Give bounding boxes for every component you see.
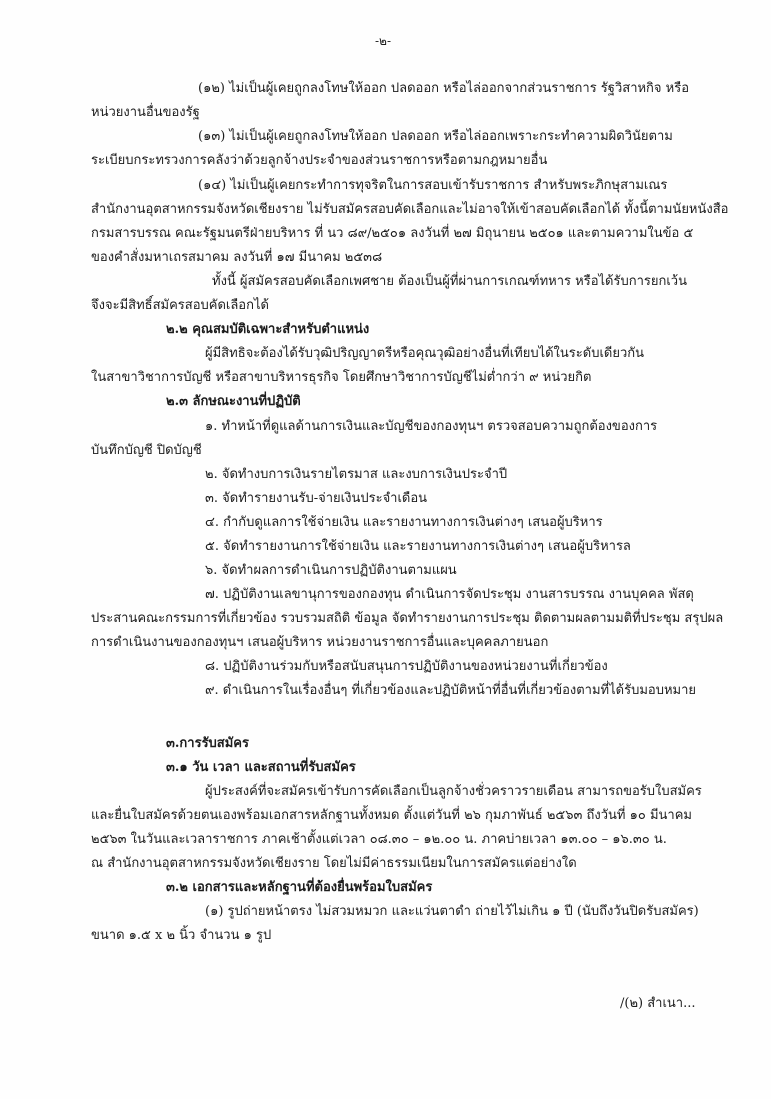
section-3-1-heading: ๓.๑ วัน เวลา และสถานที่รับสมัคร	[166, 760, 356, 775]
section-2-2-heading: ๒.๒ คุณสมบัติเฉพาะสำหรับตำแหน่ง	[166, 322, 370, 337]
section-3-2-line-1: (๑) รูปถ่ายหน้าตรง ไม่สวมหมวก และแว่นตาดำ ถ่ายไว้ไม่เกิน ๑ ปี (นับถึงวันปิดรับสมัคร)	[205, 904, 699, 919]
continuation-note: /(๒) สำเนา...	[620, 996, 696, 1011]
section-2-2-line-1: ผู้มีสิทธิจะต้องได้รับวุฒิปริญญาตรีหรือคุณวุฒิอย่างอื่นที่เทียบได้ในระดับเดียวกัน	[205, 346, 645, 361]
section-3-1-line-2: และยื่นใบสมัครด้วยตนเองพร้อมเอกสารหลักฐานทั้งหมด ตั้งแต่วันที่ ๒๖ กุมภาพันธ์ ๒๕๖๓ ถึงวันที่ ๑๐ มีนาคม	[91, 808, 692, 823]
duty-2: ๒. จัดทำงบการเงินรายไตรมาส และงบการเงินประจำปี	[205, 467, 508, 482]
duty-3: ๓. จัดทำรายงานรับ-จ่ายเงินประจำเดือน	[205, 491, 428, 506]
duty-9: ๙. ดำเนินการในเรื่องอื่นๆ ที่เกี่ยวข้องและปฏิบัติหน้าที่อื่นที่เกี่ยวข้องตามที่ได้รับมอบหมาย	[205, 683, 697, 698]
duty-1-line-1: ๑. ทำหน้าที่ดูแลด้านการเงินและบัญชีของกองทุนฯ ตรวจสอบความถูกต้องของการ	[205, 419, 658, 434]
page-number: -๒-	[375, 34, 392, 48]
section-3-1-line-3: ๒๕๖๓ ในวันและเวลาราชการ ภาคเช้าตั้งแต่เวลา ๐๘.๓๐ – ๑๒.๐๐ น. ภาคบ่ายเวลา ๑๓.๐๐ – ๑๖.๓๐ น.	[91, 832, 667, 847]
duty-4: ๔. กำกับดูแลการใช้จ่ายเงิน และรายงานทางการเงินต่างๆ เสนอผู้บริหาร	[205, 515, 603, 530]
section-3-1-line-1: ผู้ประสงค์ที่จะสมัครเข้ารับการคัดเลือกเป็นลูกจ้างชั่วคราวรายเดือน สามารถขอรับใบสมัคร	[205, 784, 702, 799]
qualification-12-line-1: (๑๒) ไม่เป็นผู้เคยถูกลงโทษให้ออก ปลดออก หรือไล่ออกจากส่วนราชการ รัฐวิสาหกิจ หรือ	[198, 81, 690, 96]
duty-5: ๕. จัดทำรายงานการใช้จ่ายเงิน และรายงานทางการเงินต่างๆ เสนอผู้บริหารล	[205, 539, 631, 554]
qualification-14-line-4: ของคำสั่งมหาเถรสมาคม ลงวันที่ ๑๗ มีนาคม ๒๕๓๘	[91, 250, 383, 265]
duty-6: ๖. จัดทำผลการดำเนินการปฏิบัติงานตามแผน	[205, 563, 457, 578]
duty-1-line-2: บันทึกบัญชี ปิดบัญชี	[91, 443, 202, 458]
section-3-2-line-2: ขนาด ๑.๕ x ๒ นิ้ว จำนวน ๑ รูป	[91, 928, 272, 943]
duty-7-line-1: ๗. ปฏิบัติงานเลขานุการของกองทุน ดำเนินการจัดประชุม งานสารบรรณ งานบุคคล พัสดุ	[205, 587, 694, 602]
section-2-3-heading: ๒.๓ ลักษณะงานที่ปฏิบัติ	[166, 394, 301, 409]
section-3-2-heading: ๓.๒ เอกสารและหลักฐานที่ต้องยื่นพร้อมใบสมัคร	[166, 880, 433, 895]
qualification-14-line-2: สำนักงานอุตสาหกรรมจังหวัดเชียงราย ไม่รับสมัครสอบคัดเลือกและไม่อาจให้เข้าสอบคัดเลือกได้ ทั้งนี้ตามนัยหนังสือ	[91, 202, 729, 217]
qualification-14-line-1: (๑๔) ไม่เป็นผู้เคยกระทำการทุจริตในการสอบเข้ารับราชการ สำหรับพระภิกษุสามเณร	[198, 178, 668, 193]
qualification-12-line-2: หน่วยงานอื่นของรัฐ	[91, 105, 200, 120]
qualification-14-line-3: กรมสารบรรณ คณะรัฐมนตรีฝ่ายบริหาร ที่ นว ๘๙/๒๕๐๑ ลงวันที่ ๒๗ มิถุนายน ๒๕๐๑ และตามความในข้อ ๕	[91, 226, 694, 241]
duty-7-line-3: การดำเนินงานของกองทุนฯ เสนอผู้บริหาร หน่วยงานราชการอื่นและบุคคลภายนอก	[91, 635, 549, 650]
duty-8: ๘. ปฏิบัติงานร่วมกับหรือสนับสนุนการปฏิบัติงานของหน่วยงานที่เกี่ยวข้อง	[205, 659, 608, 674]
qualification-13-line-1: (๑๓) ไม่เป็นผู้เคยถูกลงโทษให้ออก ปลดออก หรือไล่ออกเพราะกระทำความผิดวินัยตาม	[198, 129, 673, 144]
duty-7-line-2: ประสานคณะกรรมการที่เกี่ยวข้อง รวบรวมสถิติ ข้อมูล จัดทำรายงานการประชุม ติดตามผลตามมติที่ประชุม สรุปผล	[91, 611, 724, 626]
section-3-1-line-4: ณ สำนักงานอุตสาหกรรมจังหวัดเชียงราย โดยไม่มีค่าธรรมเนียมในการสมัครแต่อย่างใด	[91, 856, 577, 871]
military-note-line-1: ทั้งนี้ ผู้สมัครสอบคัดเลือกเพศชาย ต้องเป็นผู้ที่ผ่านการเกณฑ์ทหาร หรือได้รับการยกเว้น	[212, 274, 687, 289]
military-note-line-2: จึงจะมีสิทธิ์สมัครสอบคัดเลือกได้	[91, 298, 269, 313]
section-2-2-line-2: ในสาขาวิชาการบัญชี หรือสาขาบริหารธุรกิจ โดยศึกษาวิชาการบัญชีไม่ต่ำกว่า ๙ หน่วยกิต	[91, 370, 592, 385]
qualification-13-line-2: ระเบียบกระทรวงการคลังว่าด้วยลูกจ้างประจำของส่วนราชการหรือตามกฎหมายอื่น	[91, 153, 548, 168]
section-3-heading: ๓.การรับสมัคร	[166, 736, 249, 751]
